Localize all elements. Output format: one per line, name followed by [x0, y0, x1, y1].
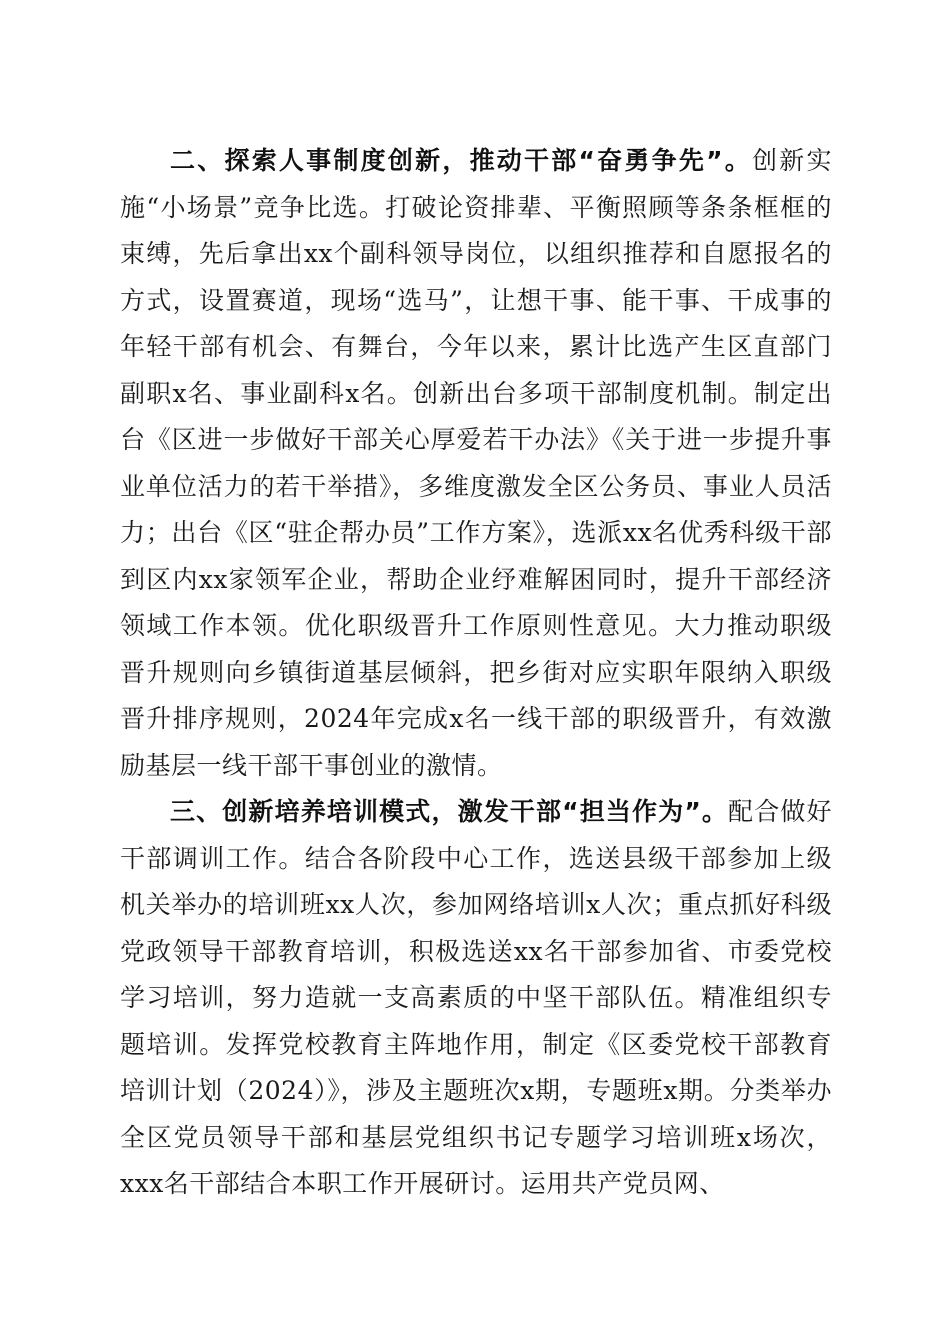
section-3-heading: 三、创新培养培训模式，激发干部“担当作为”。 [170, 797, 729, 826]
section-3-text: 配合做好干部调训工作。结合各阶段中心工作，选送县级干部参加上级机关举办的培训班xx人次，参加网络培训x人次；重点抓好科级党政领导干部教育培训，积极选送xx名干部参加省、市委党校学习培训，努力造就一支高素质的中坚干部队伍。精准组织专题培训。发挥党校教育主阵地作用，制定《区委党校干部教育培训计划（2024）》，涉及主题班次x期，专题班x期。分类举办全区党员领导干部和基层党组织书记专题学习培训班x场次，xxx名干部结合本职工作开展研讨。运用共产党员网、 [120, 797, 832, 1198]
paragraph-section-2 [120, 138, 832, 789]
paragraph-section-3 [120, 789, 832, 1208]
section-2-heading: 二、探索人事制度创新，推动干部“奋勇争先”。 [170, 146, 753, 175]
section-2-text: 创新实施“小场景”竞争比选。打破论资排辈、平衡照顾等条条框框的束缚，先后拿出xx个副科领导岗位，以组织推荐和自愿报名的方式，设置赛道，现场“选马”，让想干事、能干事、干成事的年轻干部有机会、有舞台，今年以来，累计比选产生区直部门副职x名、事业副科x名。创新出台多项干部制度机制。制定出台《区进一步做好干部关心厚爱若干办法》《关于进一步提升事业单位活力的若干举措》，多维度激发全区公务员、事业人员活力；出台《区“驻企帮办员”工作方案》，选派xx名优秀科级干部到区内xx家领军企业，帮助企业纾难解困同时，提升干部经济领域工作本领。优化职级晋升工作原则性意见。大力推动职级晋升规则向乡镇街道基层倾斜，把乡街对应实职年限纳入职级晋升排序规则，2024年完成x名一线干部的职级晋升，有效激励基层一线干部干事创业的激情。 [120, 146, 832, 780]
document-body [120, 138, 832, 1208]
